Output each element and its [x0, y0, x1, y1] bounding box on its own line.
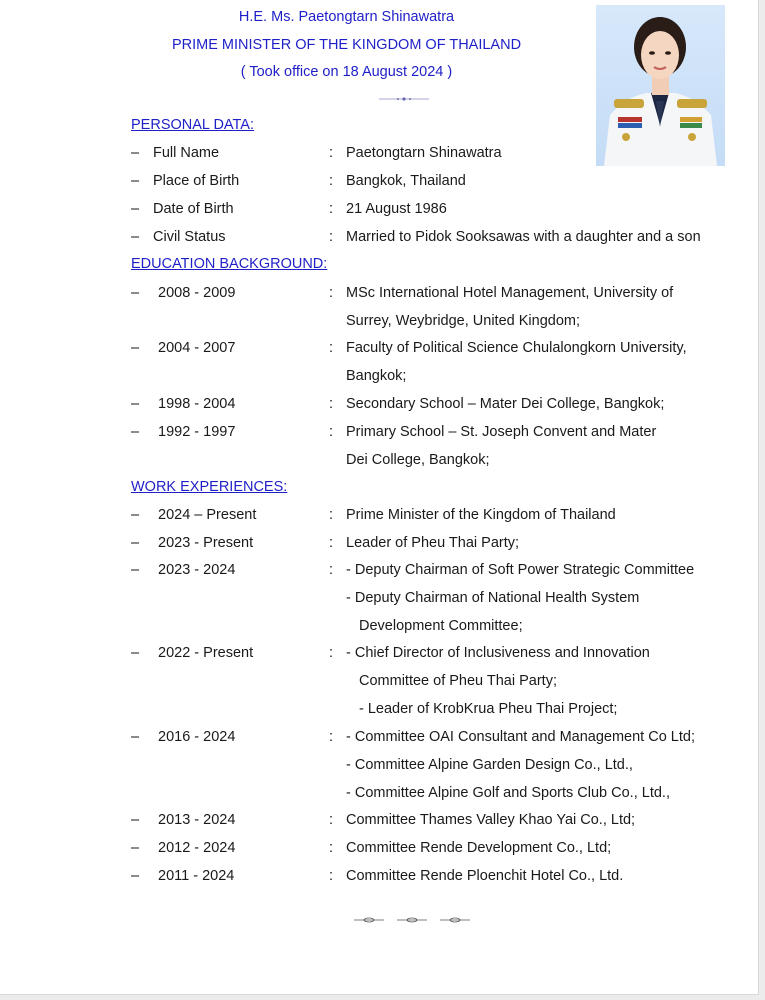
bullet-dash: –	[131, 868, 140, 884]
work-detail: Committee of Pheu Thai Party;	[359, 673, 557, 689]
education-detail: Dei College, Bangkok;	[346, 452, 490, 468]
colon-separator: :	[329, 145, 334, 161]
portrait-photo	[596, 5, 725, 166]
bullet-dash: –	[131, 729, 140, 745]
personal-value: Married to Pidok Sooksawas with a daughter and a son	[346, 229, 701, 245]
section-heading-work: WORK EXPERIENCES:	[131, 479, 288, 495]
work-year: 2012 - 2024	[158, 840, 236, 856]
personal-label: Full Name	[153, 145, 220, 161]
bullet-dash: –	[131, 396, 140, 412]
work-detail: - Leader of KrobKrua Pheu Thai Project;	[359, 701, 618, 717]
section-heading-personal: PERSONAL DATA:	[131, 117, 255, 133]
education-year: 1998 - 2004	[158, 396, 236, 412]
personal-label: Place of Birth	[153, 173, 240, 189]
work-detail: Committee Rende Ploenchit Hotel Co., Ltd.	[346, 868, 624, 884]
bullet-dash: –	[131, 840, 140, 856]
education-detail: Primary School – St. Joseph Convent and Mater	[346, 424, 657, 440]
personal-label: Civil Status	[153, 229, 226, 245]
colon-separator: :	[329, 396, 334, 412]
education-detail: Faculty of Political Science Chulalongkorn University,	[346, 340, 687, 356]
bullet-dash: –	[131, 340, 140, 356]
ornament-divider-icon	[379, 96, 429, 102]
bullet-dash: –	[131, 535, 140, 551]
work-detail: Committee Rende Development Co., Ltd;	[346, 840, 612, 856]
colon-separator: :	[329, 424, 334, 440]
colon-separator: :	[329, 340, 334, 356]
bullet-dash: –	[131, 145, 140, 161]
personal-value: Bangkok, Thailand	[346, 173, 466, 189]
colon-separator: :	[329, 562, 334, 578]
bullet-dash: –	[131, 812, 140, 828]
work-year: 2016 - 2024	[158, 729, 236, 745]
personal-label: Date of Birth	[153, 201, 234, 217]
bullet-dash: –	[131, 173, 140, 189]
education-year: 2004 - 2007	[158, 340, 236, 356]
header-office-date: ( Took office on 18 August 2024 )	[240, 64, 453, 80]
education-detail: Surrey, Weybridge, United Kingdom;	[346, 313, 580, 329]
bullet-dash: –	[131, 562, 140, 578]
work-year: 2013 - 2024	[158, 812, 236, 828]
work-detail: Leader of Pheu Thai Party;	[346, 535, 520, 551]
colon-separator: :	[329, 812, 334, 828]
colon-separator: :	[329, 285, 334, 301]
header-title: PRIME MINISTER OF THE KINGDOM OF THAILAND	[171, 37, 522, 53]
personal-value: Paetongtarn Shinawatra	[346, 145, 502, 161]
bullet-dash: –	[131, 285, 140, 301]
colon-separator: :	[329, 535, 334, 551]
work-detail: - Committee OAI Consultant and Management Co Ltd;	[346, 729, 695, 745]
work-year: 2023 - 2024	[158, 562, 236, 578]
work-detail: Prime Minister of the Kingdom of Thailand	[346, 507, 616, 523]
personal-value: 21 August 1986	[346, 201, 447, 217]
work-year: 2024 – Present	[158, 507, 257, 523]
work-detail: - Deputy Chairman of Soft Power Strategic Committee	[346, 562, 695, 578]
colon-separator: :	[329, 173, 334, 189]
header-name: H.E. Ms. Paetongtarn Shinawatra	[238, 9, 455, 25]
work-detail: - Chief Director of Inclusiveness and Innovation	[346, 645, 650, 661]
bullet-dash: –	[131, 645, 140, 661]
colon-separator: :	[329, 645, 334, 661]
work-detail: Committee Thames Valley Khao Yai Co., Ltd;	[346, 812, 636, 828]
footer-ornament-icon	[354, 915, 472, 925]
work-detail: - Committee Alpine Golf and Sports Club Co., Ltd.,	[346, 785, 670, 801]
colon-separator: :	[329, 840, 334, 856]
section-heading-education: EDUCATION BACKGROUND:	[131, 256, 328, 272]
work-detail: - Deputy Chairman of National Health System	[346, 590, 640, 606]
bullet-dash: –	[131, 229, 140, 245]
education-detail: Secondary School – Mater Dei College, Bangkok;	[346, 396, 665, 412]
bullet-dash: –	[131, 424, 140, 440]
work-year: 2023 - Present	[158, 535, 254, 551]
work-year: 2011 - 2024	[158, 868, 235, 884]
colon-separator: :	[329, 201, 334, 217]
bullet-dash: –	[131, 201, 140, 217]
education-year: 1992 - 1997	[158, 424, 236, 440]
bullet-dash: –	[131, 507, 140, 523]
work-year: 2022 - Present	[158, 645, 254, 661]
work-detail: - Committee Alpine Garden Design Co., Ltd.,	[346, 757, 633, 773]
colon-separator: :	[329, 868, 334, 884]
education-year: 2008 - 2009	[158, 285, 236, 301]
colon-separator: :	[329, 507, 334, 523]
work-detail: Development Committee;	[359, 618, 523, 634]
education-detail: MSc International Hotel Management, University of	[346, 285, 674, 301]
education-detail: Bangkok;	[346, 368, 407, 384]
colon-separator: :	[329, 229, 334, 245]
colon-separator: :	[329, 729, 334, 745]
